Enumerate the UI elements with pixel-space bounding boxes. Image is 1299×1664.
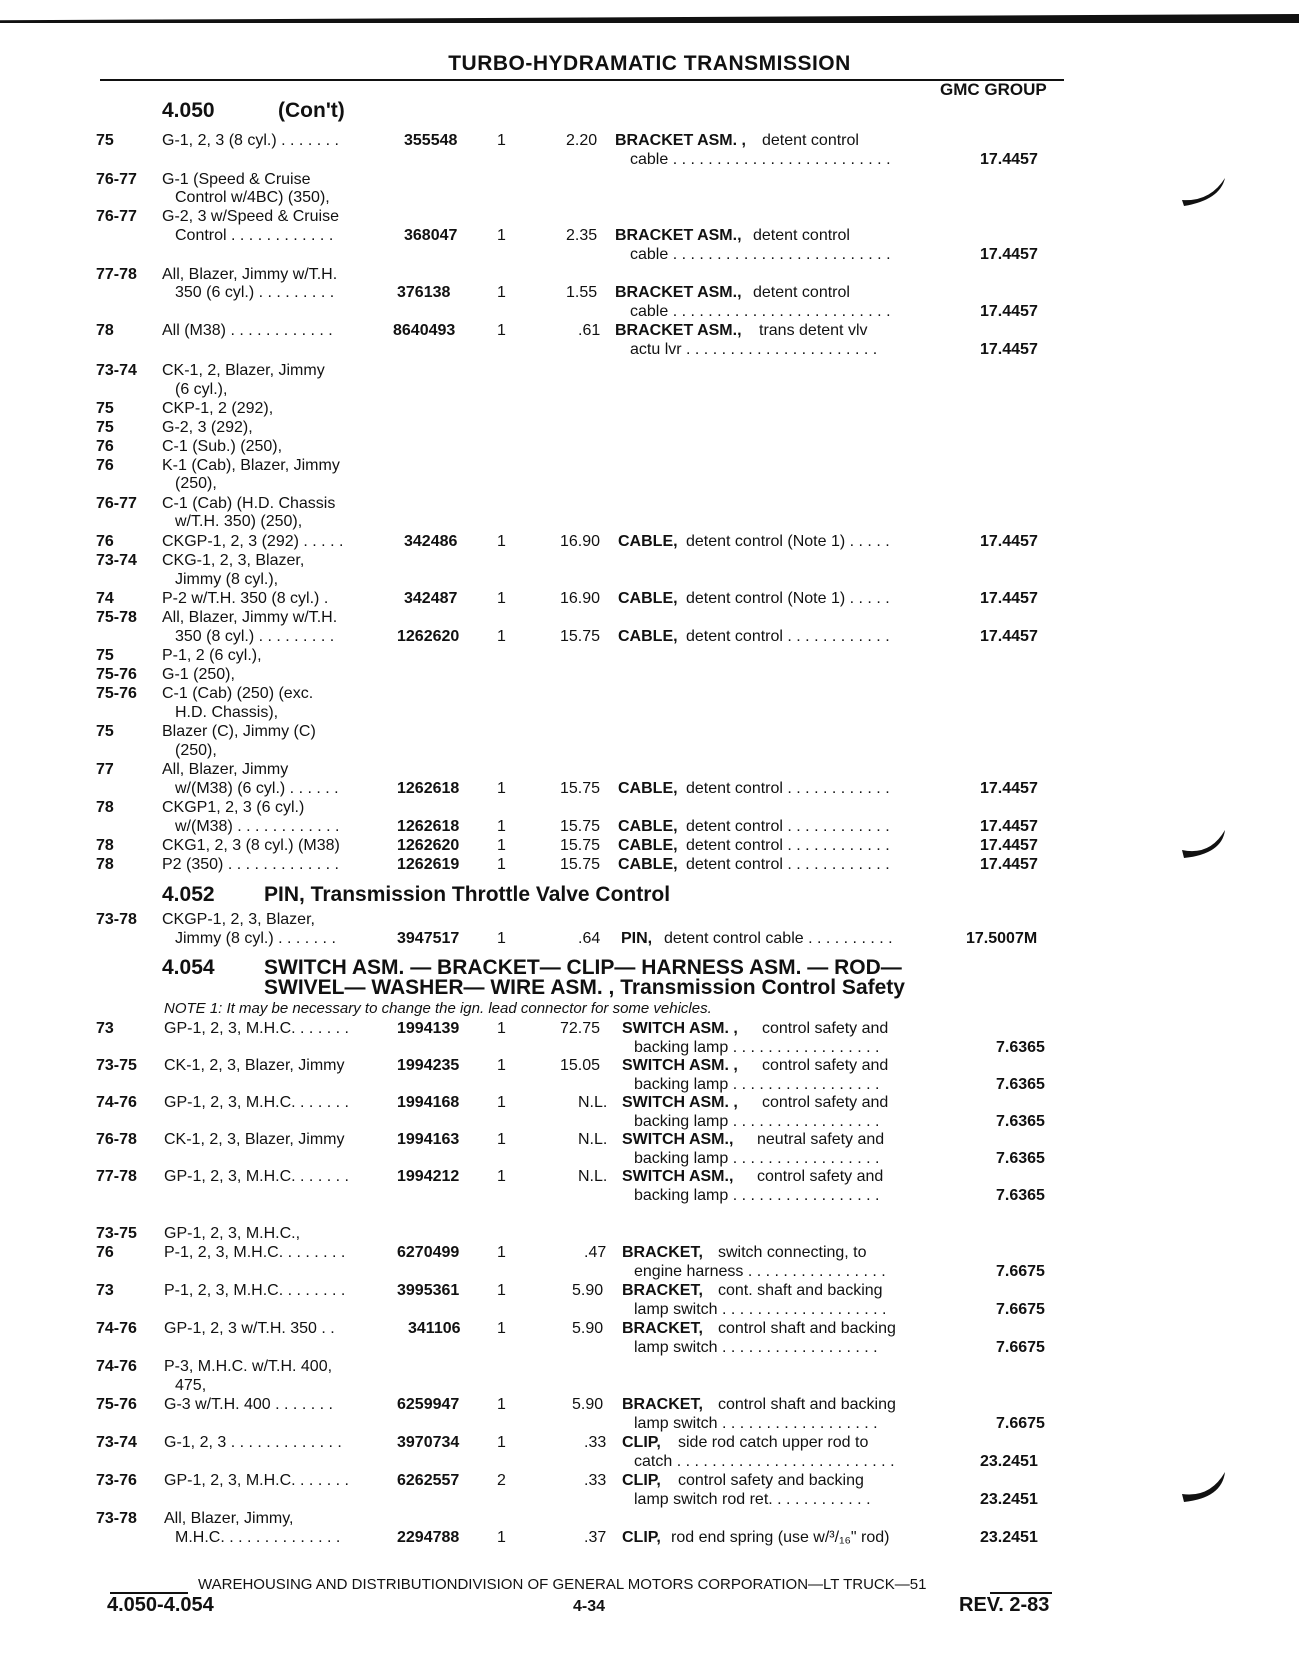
listing-text: catch . . . . . . . . . . . . . . . . . . . . . . . . . [634,1453,895,1470]
listing-text: CABLE, [618,818,678,835]
listing-text: GP-1, 2, 3, M.H.C. . . . . . . [164,1472,349,1489]
listing-text: GP-1, 2, 3, M.H.C. . . . . . . [164,1168,349,1185]
listing-text: .37 [584,1529,607,1546]
listing-text: cont. shaft and backing [718,1282,883,1299]
listing-text: M.H.C. . . . . . . . . . . . . . [175,1529,341,1546]
listing-text: detent control . . . . . . . . . . . . [686,780,890,797]
listing-text: BRACKET, [622,1320,703,1337]
listing-text: CLIP, [622,1529,661,1546]
listing-text: 15.75 [560,856,601,873]
section-title-line2: SWIVEL— WASHER— WIRE ASM. , Transmission Control Safety [264,976,905,999]
listing-text: P-2 w/T.H. 350 (8 cyl.) . [162,590,329,607]
listing-text: detent control [753,227,850,244]
section-title: (Con't) [278,99,345,122]
listing-text: G-1, 2, 3 . . . . . . . . . . . . . [164,1434,342,1451]
listing-text: detent control . . . . . . . . . . . . [686,837,890,854]
listing-text: 1 [497,1094,506,1111]
listing-text: 73 [96,1020,114,1037]
listing-text: .33 [584,1434,607,1451]
listing-text: w/T.H. 350) (250), [175,513,303,530]
listing-text: 1.55 [566,284,598,301]
listing-text: rod end spring (use w/³/₁₆" rod) [671,1529,890,1546]
note-text: NOTE 1: It may be necessary to change the ign. lead connector for some vehicles. [164,1000,712,1017]
listing-text: 1994168 [397,1094,460,1111]
listing-text: CK-1, 2, 3, Blazer, Jimmy [164,1131,345,1148]
listing-text: 17.4457 [980,780,1038,797]
listing-text: trans detent vlv [759,322,868,339]
listing-text: 76-78 [96,1131,137,1148]
listing-text: CLIP, [622,1434,661,1451]
listing-text: 75-76 [96,685,137,702]
listing-text: 75 [96,400,114,417]
listing-text: control safety and [762,1020,889,1037]
listing-text: lamp switch . . . . . . . . . . . . . . . . . . [634,1339,878,1356]
listing-text: BRACKET, [622,1396,703,1413]
listing-text: All, Blazer, Jimmy [162,761,289,778]
listing-text: detent control . . . . . . . . . . . . [686,628,890,645]
listing-text: 1 [497,1396,506,1413]
listing-text: detent control . . . . . . . . . . . . [686,856,890,873]
listing-text: 15.75 [560,628,601,645]
section-title-line1: SWITCH ASM. — BRACKET— CLIP— HARNESS ASM. — ROD— [264,956,902,979]
listing-text: (250), [175,475,217,492]
page-title: TURBO-HYDRAMATIC TRANSMISSION [448,52,851,75]
listing-text: 73-78 [96,911,137,928]
listing-text: 1 [497,1020,506,1037]
listing-text: 1994139 [397,1020,460,1037]
listing-text: C-1 (Sub.) (250), [162,438,283,455]
listing-text: Control w/4BC) (350), [175,189,330,206]
listing-text: control shaft and backing [718,1320,896,1337]
listing-text: 74-76 [96,1094,137,1111]
listing-text: 73-76 [96,1472,137,1489]
listing-text: 376138 [397,284,451,301]
listing-text: 73-74 [96,362,137,379]
listing-text: 342486 [404,533,458,550]
listing-text: 17.4457 [980,628,1038,645]
listing-text: 2.20 [566,132,598,149]
listing-text: N.L. [578,1168,608,1185]
listing-text: 17.4457 [980,856,1038,873]
listing-text: backing lamp . . . . . . . . . . . . . . . . . [634,1076,880,1093]
listing-text: engine harness . . . . . . . . . . . . . . . . [634,1263,886,1280]
listing-text: SWITCH ASM. , [622,1057,738,1074]
listing-text: 75-76 [96,666,137,683]
listing-text: BRACKET ASM., [615,322,742,339]
listing-text: 1 [497,780,506,797]
binder-hole-mark [1180,826,1230,866]
listing-text: C-1 (Cab) (H.D. Chassis [162,495,336,512]
listing-text: 77 [96,761,114,778]
listing-text: 1262620 [397,837,460,854]
listing-text: 2.35 [566,227,598,244]
listing-text: lamp switch . . . . . . . . . . . . . . . . . . . [634,1301,887,1318]
listing-text: 1 [497,837,506,854]
listing-text: 15.75 [560,780,601,797]
listing-text: PIN, [621,930,653,947]
listing-text: 7.6365 [996,1150,1045,1167]
listing-text: 73 [96,1282,114,1299]
listing-text: 1 [497,628,506,645]
listing-text: 1 [497,1131,506,1148]
footer-page-number: 4-34 [573,1598,606,1615]
listing-text: 76-77 [96,495,137,512]
listing-text: 3947517 [397,930,460,947]
listing-text: w/(M38) (6 cyl.) . . . . . . [175,780,339,797]
listing-text: 78 [96,799,114,816]
listing-text: G-2, 3 (292), [162,419,253,436]
listing-text: GP-1, 2, 3 w/T.H. 350 . . [164,1320,335,1337]
listing-text: SWITCH ASM. , [622,1020,738,1037]
listing-text: 342487 [404,590,458,607]
section-code: 4.050 [162,99,215,122]
listing-text: w/(M38) . . . . . . . . . . . . [175,818,340,835]
listing-text: All, Blazer, Jimmy w/T.H. [162,266,338,283]
listing-text: 1 [497,818,506,835]
listing-text: control safety and [762,1094,889,1111]
listing-text: Jimmy (8 cyl.) . . . . . . . [175,930,336,947]
listing-text: 5.90 [572,1282,604,1299]
listing-text: 7.6675 [996,1301,1045,1318]
listing-text: SWITCH ASM., [622,1168,734,1185]
listing-text: 7.6675 [996,1415,1045,1432]
listing-text: 78 [96,856,114,873]
listing-text: 1994212 [397,1168,460,1185]
listing-text: CABLE, [618,533,678,550]
listing-text: 350 (6 cyl.) . . . . . . . . . [175,284,335,301]
listing-text: 17.4457 [980,590,1038,607]
listing-text: (250), [175,742,217,759]
listing-text: 17.4457 [980,341,1038,358]
listing-text: 76 [96,457,114,474]
listing-text: 75 [96,419,114,436]
listing-text: 6259947 [397,1396,460,1413]
listing-text: 6262557 [397,1472,460,1489]
listing-text: cable . . . . . . . . . . . . . . . . . . . . . . . . . [630,246,891,263]
top-rule [0,14,1299,23]
listing-text: 73-74 [96,552,137,569]
listing-text: 3970734 [397,1434,460,1451]
listing-text: G-2, 3 w/Speed & Cruise [162,208,339,225]
listing-text: 7.6675 [996,1339,1045,1356]
listing-text: 78 [96,837,114,854]
listing-text: CABLE, [618,837,678,854]
listing-text: BRACKET ASM., [615,227,742,244]
listing-text: CKGP-1, 2, 3, Blazer, [162,911,315,928]
listing-text: backing lamp . . . . . . . . . . . . . . . . . [634,1113,880,1130]
listing-text: 16.90 [560,590,601,607]
listing-text: 1 [497,1244,506,1261]
listing-text: 75-76 [96,1396,137,1413]
listing-text: Blazer (C), Jimmy (C) [162,723,316,740]
listing-text: CLIP, [622,1472,661,1489]
listing-text: GP-1, 2, 3, M.H.C. . . . . . . [164,1020,349,1037]
listing-text: lamp switch . . . . . . . . . . . . . . . . . . [634,1415,878,1432]
listing-text: neutral safety and [757,1131,885,1148]
listing-text: SWITCH ASM., [622,1131,734,1148]
listing-text: CKGP-1, 2, 3 (292) . . . . . [162,533,344,550]
listing-text: CABLE, [618,590,678,607]
listing-text: 76 [96,1244,114,1261]
listing-text: 5.90 [572,1396,604,1413]
listing-text: 76-77 [96,171,137,188]
binder-hole-mark [1180,170,1230,210]
listing-text: 78 [96,322,114,339]
listing-text: N.L. [578,1094,608,1111]
listing-text: All (M38) . . . . . . . . . . . . [162,322,333,339]
listing-text: All, Blazer, Jimmy w/T.H. [162,609,338,626]
listing-text: 1262619 [397,856,460,873]
listing-text: C-1 (Cab) (250) (exc. [162,685,314,702]
listing-text: BRACKET, [622,1244,703,1261]
listing-text: 15.05 [560,1057,601,1074]
listing-text: 1 [497,284,506,301]
listing-text: N.L. [578,1131,608,1148]
listing-text: 73-75 [96,1225,137,1242]
listing-text: 1 [497,1434,506,1451]
listing-text: BRACKET, [622,1282,703,1299]
listing-text: CK-1, 2, 3, Blazer, Jimmy [164,1057,345,1074]
listing-text: 17.4457 [980,151,1038,168]
listing-text: backing lamp . . . . . . . . . . . . . . . . . [634,1187,880,1204]
listing-text: 7.6365 [996,1039,1045,1056]
listing-text: 17.4457 [980,837,1038,854]
listing-text: 475, [175,1377,207,1394]
listing-text: (6 cyl.), [175,381,228,398]
listing-text: switch connecting, to [718,1244,867,1261]
listing-text: control safety and [762,1057,889,1074]
listing-text: 73-75 [96,1057,137,1074]
section-code: 4.052 [162,883,215,906]
listing-text: 368047 [404,227,458,244]
listing-text: 1 [497,132,506,149]
listing-text: .47 [584,1244,607,1261]
listing-text: 74 [96,590,114,607]
listing-text: 72.75 [560,1020,601,1037]
listing-text: detent control (Note 1) . . . . . [686,533,890,550]
listing-text: 73-74 [96,1434,137,1451]
listing-text: detent control (Note 1) . . . . . [686,590,890,607]
listing-text: 2 [497,1472,506,1489]
listing-text: SWITCH ASM. , [622,1094,738,1111]
listing-text: 355548 [404,132,458,149]
listing-text: GP-1, 2, 3, M.H.C., [164,1225,301,1242]
listing-text: control shaft and backing [718,1396,896,1413]
listing-text: 17.4457 [980,533,1038,550]
listing-text: G-1 (Speed & Cruise [162,171,311,188]
listing-text: actu lvr . . . . . . . . . . . . . . . . . . . . . . [630,341,878,358]
listing-text: Jimmy (8 cyl.), [175,571,279,588]
listing-text: 5.90 [572,1320,604,1337]
listing-text: 17.5007M [966,930,1038,947]
listing-text: CKG-1, 2, 3, Blazer, [162,552,305,569]
listing-text: 15.75 [560,837,601,854]
listing-text: 1 [497,930,506,947]
binder-hole-mark [1180,1468,1230,1508]
listing-text: 73-78 [96,1510,137,1527]
listing-text: 2294788 [397,1529,460,1546]
section-title: PIN, Transmission Throttle Valve Control [264,883,671,906]
listing-text: 1262618 [397,780,460,797]
listing-text: 17.4457 [980,303,1038,320]
listing-text: 75 [96,647,114,664]
footer-text: WAREHOUSING AND DISTRIBUTIONDIVISION OF GENERAL MOTORS CORPORATION—LT TRUCK—51 [198,1576,927,1593]
listing-text: 1 [497,590,506,607]
listing-text: 6270499 [397,1244,460,1261]
listing-text: 8640493 [393,322,456,339]
listing-text: CABLE, [618,628,678,645]
listing-text: 77-78 [96,266,137,283]
listing-text: control safety and backing [678,1472,864,1489]
listing-text: 76-77 [96,208,137,225]
listing-text: detent control . . . . . . . . . . . . [686,818,890,835]
listing-text: BRACKET ASM., [615,284,742,301]
listing-text: 7.6675 [996,1263,1045,1280]
title-rule [100,79,1064,81]
listing-text: 1 [497,1168,506,1185]
listing-text: G-1 (250), [162,666,235,683]
listing-text: 23.2451 [980,1453,1038,1470]
listing-text: 3995361 [397,1282,460,1299]
footer-section-range: 4.050-4.054 [107,1594,214,1616]
listing-text: 76 [96,438,114,455]
listing-text: 1262618 [397,818,460,835]
listing-text: GP-1, 2, 3, M.H.C. . . . . . . [164,1094,349,1111]
listing-text: backing lamp . . . . . . . . . . . . . . . . . [634,1039,880,1056]
listing-text: .33 [584,1472,607,1489]
listing-text: detent control cable . . . . . . . . . . [664,930,893,947]
listing-text: All, Blazer, Jimmy, [164,1510,294,1527]
listing-text: 1 [497,1529,506,1546]
listing-text: 16.90 [560,533,601,550]
listing-text: 1 [497,322,506,339]
footer-revision: REV. 2-83 [959,1594,1050,1616]
listing-text: CKG1, 2, 3 (8 cyl.) (M38) [162,837,340,854]
listing-text: G-1, 2, 3 (8 cyl.) . . . . . . . [162,132,339,149]
listing-text: 1 [497,533,506,550]
listing-text: lamp switch rod ret. . . . . . . . . . . . [634,1491,871,1508]
listing-text: 7.6365 [996,1076,1045,1093]
listing-text: 23.2451 [980,1491,1038,1508]
listing-text: 1 [497,1282,506,1299]
listing-text: G-3 w/T.H. 400 . . . . . . . [164,1396,333,1413]
listing-text: P-1, 2, 3, M.H.C. . . . . . . . [164,1244,346,1261]
listing-text: control safety and [757,1168,884,1185]
listing-text: 75 [96,723,114,740]
listing-text: P2 (350) . . . . . . . . . . . . . [162,856,339,873]
listing-text: .64 [578,930,601,947]
listing-text: P-3, M.H.C. w/T.H. 400, [164,1358,333,1375]
listing-text: P-1, 2, 3, M.H.C. . . . . . . . [164,1282,346,1299]
listing-text: 74-76 [96,1320,137,1337]
listing-text: 75-78 [96,609,137,626]
listing-text: cable . . . . . . . . . . . . . . . . . . . . . . . . . [630,303,891,320]
listing-text: 1262620 [397,628,460,645]
listing-text: 1994163 [397,1131,460,1148]
listing-text: CK-1, 2, Blazer, Jimmy [162,362,325,379]
listing-text: 1994235 [397,1057,460,1074]
listing-text: 7.6365 [996,1187,1045,1204]
listing-text: 1 [497,1057,506,1074]
listing-text: backing lamp . . . . . . . . . . . . . . . . . [634,1150,880,1167]
listing-text: 17.4457 [980,246,1038,263]
listing-text: 1 [497,1320,506,1337]
listing-text: 350 (8 cyl.) . . . . . . . . . [175,628,335,645]
listing-text: detent control [753,284,850,301]
listing-text: P-1, 2 (6 cyl.), [162,647,262,664]
listing-text: .61 [578,322,601,339]
listing-text: 341106 [408,1320,461,1337]
section-code: 4.054 [162,956,215,979]
listing-text: 15.75 [560,818,601,835]
listing-text: 74-76 [96,1358,137,1375]
listing-text: detent control [762,132,859,149]
listing-text: H.D. Chassis), [175,704,279,721]
listing-text: side rod catch upper rod to [678,1434,869,1451]
listing-text: 75 [96,132,114,149]
listing-text: 76 [96,533,114,550]
listing-text: 1 [497,856,506,873]
listing-text: 1 [497,227,506,244]
group-label: GMC GROUP [940,80,1047,99]
listing-text: CKGP1, 2, 3 (6 cyl.) [162,799,305,816]
listing-text: Control . . . . . . . . . . . . [175,227,334,244]
listing-text: CABLE, [618,856,678,873]
listing-text: CKP-1, 2 (292), [162,400,274,417]
listing-text: K-1 (Cab), Blazer, Jimmy [162,457,340,474]
listing-text: cable . . . . . . . . . . . . . . . . . . . . . . . . . [630,151,891,168]
listing-text: 17.4457 [980,818,1038,835]
listing-text: 77-78 [96,1168,137,1185]
listing-text: BRACKET ASM. , [615,132,746,149]
listing-text: 7.6365 [996,1113,1045,1130]
listing-text: CABLE, [618,780,678,797]
listing-text: 23.2451 [980,1529,1038,1546]
